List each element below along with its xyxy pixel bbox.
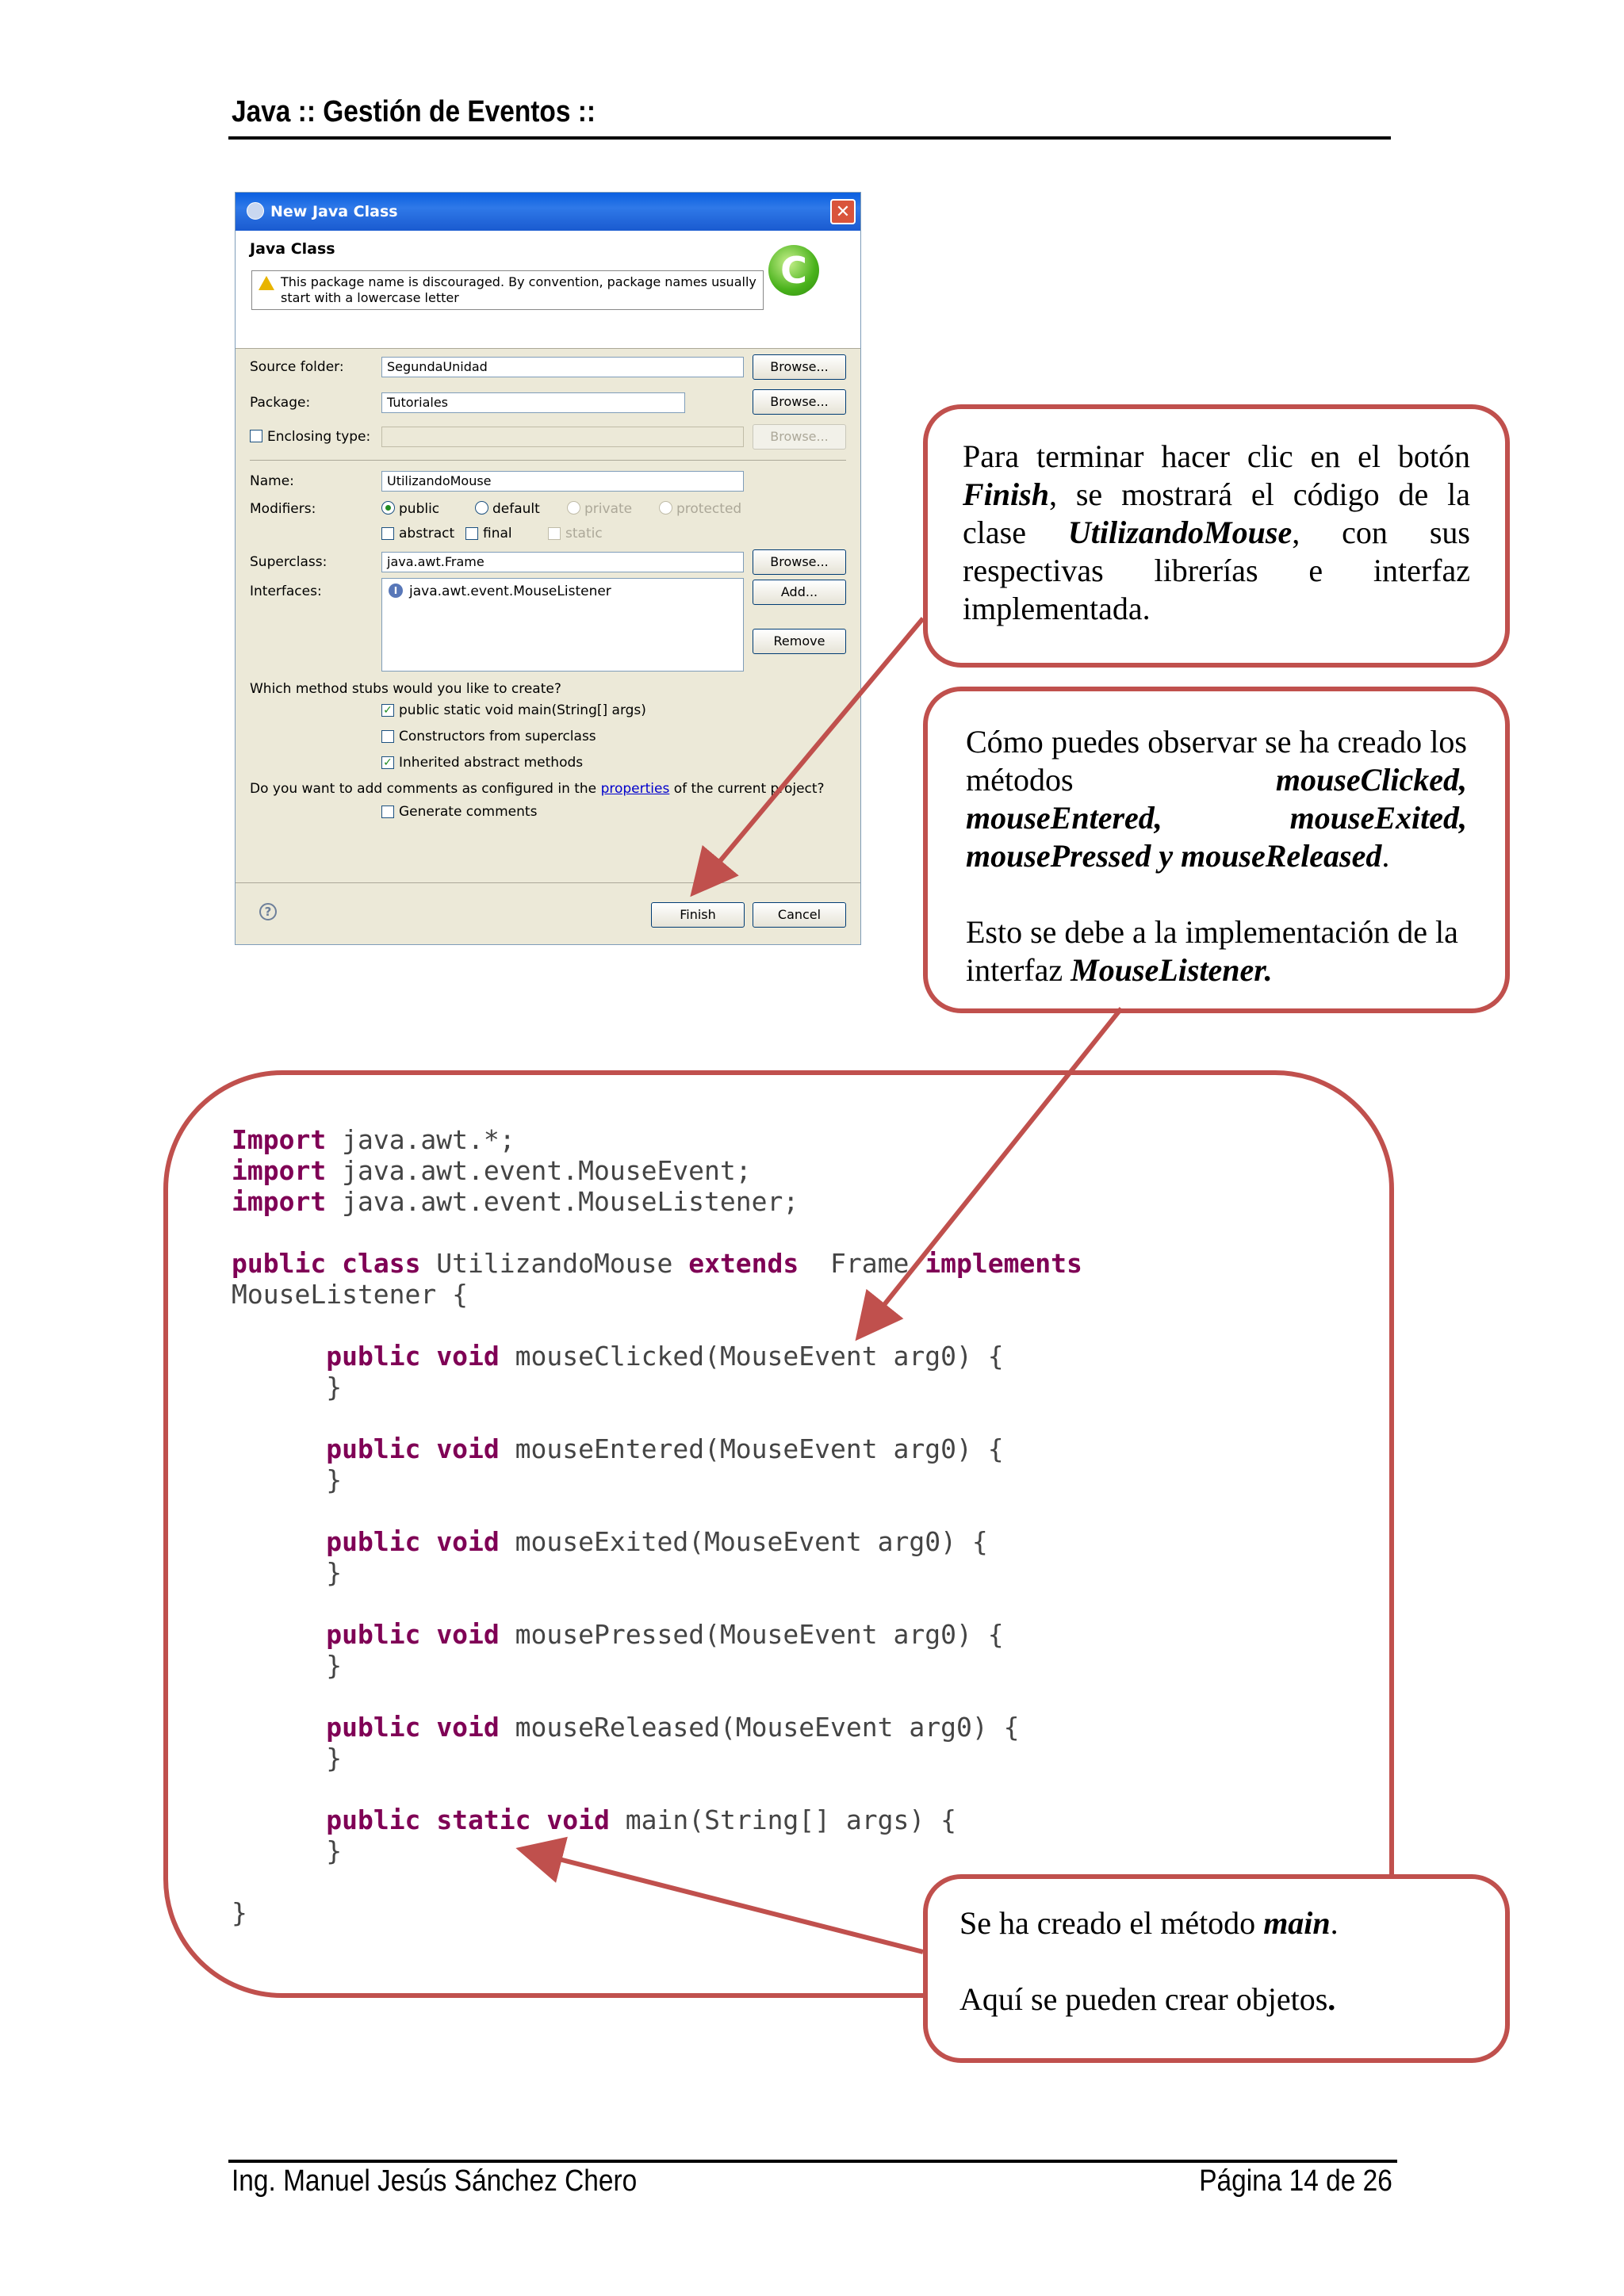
callout-emphasis: UtilizandoMouse [1067,515,1293,550]
code-keyword: public [326,1804,421,1835]
callout-emphasis: Finish [963,476,1049,512]
stubs-question: Which method stubs would you like to create? [250,681,561,697]
close-icon[interactable]: ✕ [830,199,856,224]
code-keyword: public [326,1712,421,1743]
properties-link[interactable]: properties [600,781,670,797]
callout-text: . [1330,1905,1339,1941]
superclass-label: Superclass: [250,554,327,570]
package-input[interactable]: Tutoriales [381,392,685,413]
code-text: MouseListener { [232,1279,469,1310]
package-label: Package: [250,395,311,411]
main-stub-checkbox[interactable]: ✓ [381,704,394,717]
code-text: } [326,1372,343,1402]
callout-emphasis: main [1263,1905,1331,1941]
footer-author: Ing. Manuel Jesús Sánchez Chero [232,2164,638,2198]
footer-page-number: Página 14 de 26 [1199,2164,1392,2198]
callout-text: Esto se debe a la implementación de la interfaz [966,914,1458,988]
code-text: mouseReleased(MouseEvent arg0) { [499,1712,1020,1743]
help-icon[interactable]: ? [259,903,277,920]
java-class-logo-icon: C [768,245,819,296]
code-keyword: import [232,1155,327,1186]
callout-text: . [1381,838,1390,874]
code-keyword: Import [232,1124,327,1155]
code-text: Frame [799,1248,925,1279]
code-text: main(String[] args) { [609,1804,956,1835]
cancel-button[interactable]: Cancel [753,902,846,928]
finish-button[interactable]: Finish [651,902,745,928]
callout-text: Para terminar hacer clic en el botón [963,438,1470,474]
code-text: mouseEntered(MouseEvent arg0) { [499,1433,1004,1464]
code-text: mouseClicked(MouseEvent arg0) { [499,1341,1004,1372]
comments-question-end: of the current project? [669,781,825,797]
code-keyword: public [232,1248,327,1279]
code-keyword: void [546,1804,610,1835]
enclosing-type-label: Enclosing type: [267,429,371,445]
dialog-title: New Java Class [270,203,398,220]
interface-icon: I [389,584,403,598]
code-keyword: static [436,1804,531,1835]
source-folder-label: Source folder: [250,359,344,375]
code-text: java.awt.event.MouseListener; [326,1186,799,1217]
arrow-to-main [525,1850,923,1952]
main-stub-label: public static void main(String[] args) [399,702,646,718]
code-keyword: implements [925,1248,1082,1279]
browse-superclass-button[interactable]: Browse... [753,549,846,575]
code-keyword: class [342,1248,421,1279]
code-text: mousePressed(MouseEvent arg0) { [499,1619,1004,1650]
callout-text: Cómo puedes observar se ha creado los métodos [966,724,1467,798]
callout-emphasis: mouseClicked, mouseEntered, mouseExited, mousePressed y mouseReleased [966,762,1467,874]
inherited-label: Inherited abstract methods [399,755,584,771]
footer-rule [228,2160,1397,2163]
constructors-label: Constructors from superclass [399,729,596,744]
source-folder-input[interactable]: SegundaUnidad [381,357,744,377]
interfaces-label: Interfaces: [250,584,322,599]
code-text: } [326,1557,343,1588]
callout-emphasis: MouseListener. [1071,952,1273,988]
code-text: UtilizandoMouse [420,1248,689,1279]
callout-emphasis: . [1327,1981,1336,2017]
code-text: } [326,1743,343,1774]
arrow-to-methods [861,1008,1121,1334]
static-label: static [565,526,603,541]
code-keyword: extends [688,1248,799,1279]
page-header-title: Java :: Gestión de Eventos :: [232,95,596,128]
code-text: java.awt.*; [326,1124,515,1155]
superclass-input[interactable]: java.awt.Frame [381,552,744,572]
name-label: Name: [250,473,294,489]
banner-title: Java Class [250,240,335,258]
code-keyword: void [436,1341,500,1372]
modifiers-label: Modifiers: [250,501,316,517]
arrow-to-finish [696,618,923,890]
code-keyword: public [326,1619,421,1650]
callout-text: Aquí se pueden crear objetos [959,1981,1328,2017]
code-text: } [326,1464,343,1495]
code-text: mouseExited(MouseEvent arg0) { [499,1526,988,1557]
abstract-label: abstract [399,526,455,541]
private-radio-label: private [584,501,633,517]
inherited-checkbox[interactable]: ✓ [381,756,394,769]
code-text: } [326,1835,343,1866]
public-radio-label: public [399,501,440,517]
code-keyword: void [436,1712,500,1743]
generate-comments-label: Generate comments [399,804,538,820]
browse-enclosing-button: Browse... [753,424,846,450]
code-keyword: import [232,1186,327,1217]
code-keyword: void [436,1433,500,1464]
default-radio-label: default [492,501,540,517]
code-keyword: void [436,1619,500,1650]
callout-text: , se mostrará el código de la clase [963,476,1470,550]
code-keyword: public [326,1526,421,1557]
interface-item[interactable]: java.awt.event.MouseListener [409,584,611,599]
add-interface-button[interactable]: Add... [753,580,846,605]
code-keyword: public [326,1433,421,1464]
callout-text: Se ha creado el método [959,1905,1264,1941]
class-name-input[interactable]: UtilizandoMouse [381,471,744,492]
browse-package-button[interactable]: Browse... [753,389,846,415]
browse-source-button[interactable]: Browse... [753,354,846,380]
callout-text: , con sus respectivas librerías e interfaz implementada. [963,515,1470,626]
code-text: } [326,1650,343,1681]
code-keyword: void [436,1526,500,1557]
code-text: java.awt.event.MouseEvent; [326,1155,752,1186]
comments-question-start: Do you want to add comments as configured in the [250,781,601,797]
final-label: final [483,526,512,541]
warning-text: This package name is discouraged. By convention, package names usually start with a lowercase letter [281,274,756,305]
code-keyword: public [326,1341,421,1372]
remove-interface-button[interactable]: Remove [753,629,846,654]
code-text: } [232,1897,247,1928]
protected-radio-label: protected [676,501,742,517]
